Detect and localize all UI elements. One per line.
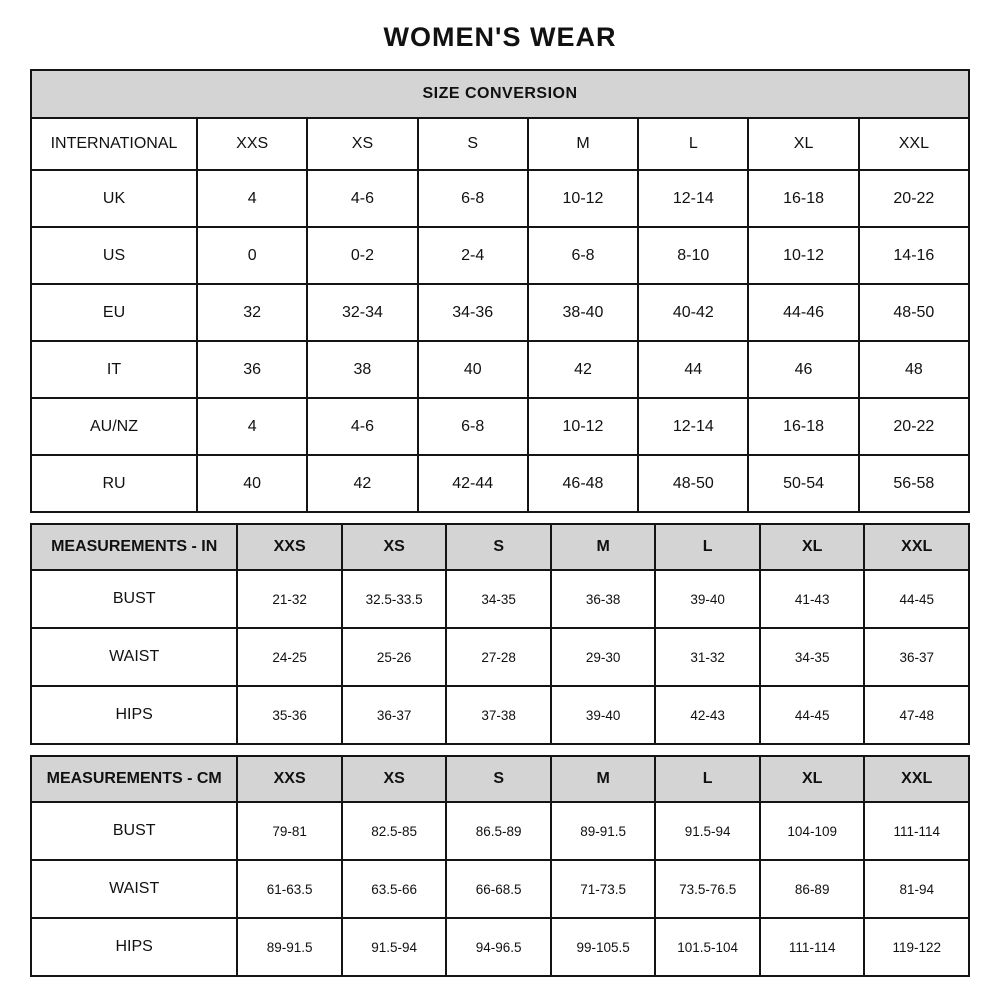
measurement-value-cell: 44-45 <box>864 570 969 628</box>
measurements-in-table <box>30 523 970 745</box>
table-row-aunz <box>31 398 969 455</box>
size-value-cell: 14-16 <box>859 227 969 284</box>
size-value-cell: 48-50 <box>859 284 969 341</box>
measurement-value-cell: 71-73.5 <box>551 860 656 918</box>
size-value-cell: 16-18 <box>748 170 858 227</box>
measurement-value-cell: 91.5-94 <box>655 802 760 860</box>
size-value-cell: 32 <box>197 284 307 341</box>
measurement-value-cell: 32.5-33.5 <box>342 570 447 628</box>
measurement-value-cell: 35-36 <box>237 686 342 744</box>
size-column-header: XXS <box>197 118 307 170</box>
region-label: EU <box>31 284 197 341</box>
measurement-value-cell: 79-81 <box>237 802 342 860</box>
measurement-value-cell: 63.5-66 <box>342 860 447 918</box>
measurement-label: WAIST <box>31 860 237 918</box>
measurement-value-cell: 44-45 <box>760 686 865 744</box>
size-value-cell: 8-10 <box>638 227 748 284</box>
size-column-header: L <box>638 118 748 170</box>
size-value-cell: 42 <box>528 341 638 398</box>
size-value-cell: 40 <box>418 341 528 398</box>
table-row-waist-cm <box>31 860 969 918</box>
size-value-cell: 12-14 <box>638 398 748 455</box>
size-value-cell: 48-50 <box>638 455 748 512</box>
measurement-label: BUST <box>31 570 237 628</box>
measurement-value-cell: 42-43 <box>655 686 760 744</box>
measurements-in-title: MEASUREMENTS - IN <box>31 524 237 570</box>
size-value-cell: 4 <box>197 398 307 455</box>
measurement-value-cell: 61-63.5 <box>237 860 342 918</box>
size-value-cell: 6-8 <box>528 227 638 284</box>
measurement-value-cell: 66-68.5 <box>446 860 551 918</box>
measurement-value-cell: 104-109 <box>760 802 865 860</box>
size-value-cell: 0-2 <box>307 227 417 284</box>
size-conversion-header-row <box>31 118 969 170</box>
measurement-value-cell: 36-37 <box>342 686 447 744</box>
size-value-cell: 46 <box>748 341 858 398</box>
table-row-us <box>31 227 969 284</box>
measurement-value-cell: 89-91.5 <box>237 918 342 976</box>
region-label: US <box>31 227 197 284</box>
measurement-value-cell: 119-122 <box>864 918 969 976</box>
size-column-header: XXL <box>864 756 969 802</box>
size-value-cell: 4 <box>197 170 307 227</box>
measurement-value-cell: 24-25 <box>237 628 342 686</box>
size-value-cell: 16-18 <box>748 398 858 455</box>
table-row-bust-cm <box>31 802 969 860</box>
measurement-value-cell: 25-26 <box>342 628 447 686</box>
measurement-label: HIPS <box>31 918 237 976</box>
measurements-in-header-row <box>31 524 969 570</box>
size-column-header: L <box>655 524 760 570</box>
measurement-value-cell: 39-40 <box>655 570 760 628</box>
size-value-cell: 0 <box>197 227 307 284</box>
size-value-cell: 42-44 <box>418 455 528 512</box>
size-value-cell: 44-46 <box>748 284 858 341</box>
measurement-label: WAIST <box>31 628 237 686</box>
size-column-header: XXS <box>237 756 342 802</box>
size-column-header: S <box>446 756 551 802</box>
region-label: IT <box>31 341 197 398</box>
size-value-cell: 40-42 <box>638 284 748 341</box>
size-column-header: S <box>418 118 528 170</box>
region-label: AU/NZ <box>31 398 197 455</box>
table-row-hips-in <box>31 686 969 744</box>
measurement-value-cell: 86-89 <box>760 860 865 918</box>
size-value-cell: 56-58 <box>859 455 969 512</box>
measurement-value-cell: 36-37 <box>864 628 969 686</box>
size-value-cell: 4-6 <box>307 398 417 455</box>
measurement-value-cell: 82.5-85 <box>342 802 447 860</box>
size-value-cell: 6-8 <box>418 170 528 227</box>
table-row-waist-in <box>31 628 969 686</box>
size-value-cell: 38 <box>307 341 417 398</box>
measurement-value-cell: 86.5-89 <box>446 802 551 860</box>
measurement-value-cell: 111-114 <box>760 918 865 976</box>
size-column-header: XXL <box>864 524 969 570</box>
size-column-header: XL <box>760 756 865 802</box>
size-value-cell: 46-48 <box>528 455 638 512</box>
region-label: UK <box>31 170 197 227</box>
measurements-cm-header-row <box>31 756 969 802</box>
size-value-cell: 32-34 <box>307 284 417 341</box>
table-row-bust-in <box>31 570 969 628</box>
measurement-value-cell: 81-94 <box>864 860 969 918</box>
table-row-it <box>31 341 969 398</box>
measurement-label: HIPS <box>31 686 237 744</box>
size-column-header: S <box>446 524 551 570</box>
measurement-value-cell: 34-35 <box>760 628 865 686</box>
measurement-value-cell: 73.5-76.5 <box>655 860 760 918</box>
international-column-header: INTERNATIONAL <box>31 118 197 170</box>
size-value-cell: 10-12 <box>748 227 858 284</box>
measurement-value-cell: 36-38 <box>551 570 656 628</box>
table-row-ru <box>31 455 969 512</box>
size-column-header: M <box>528 118 638 170</box>
measurement-value-cell: 47-48 <box>864 686 969 744</box>
size-column-header: XS <box>307 118 417 170</box>
size-column-header: XXS <box>237 524 342 570</box>
page-title: WOMEN'S WEAR <box>383 22 617 52</box>
measurement-value-cell: 29-30 <box>551 628 656 686</box>
region-label: RU <box>31 455 197 512</box>
measurement-value-cell: 31-32 <box>655 628 760 686</box>
size-value-cell: 38-40 <box>528 284 638 341</box>
measurement-value-cell: 27-28 <box>446 628 551 686</box>
size-value-cell: 36 <box>197 341 307 398</box>
size-conversion-table <box>30 69 970 513</box>
size-value-cell: 34-36 <box>418 284 528 341</box>
table-row-eu <box>31 284 969 341</box>
size-value-cell: 48 <box>859 341 969 398</box>
size-value-cell: 44 <box>638 341 748 398</box>
measurement-value-cell: 94-96.5 <box>446 918 551 976</box>
size-column-header: XL <box>760 524 865 570</box>
measurements-cm-title: MEASUREMENTS - CM <box>31 756 237 802</box>
size-value-cell: 20-22 <box>859 398 969 455</box>
measurement-value-cell: 21-32 <box>237 570 342 628</box>
size-value-cell: 4-6 <box>307 170 417 227</box>
table-row-uk <box>31 170 969 227</box>
size-value-cell: 42 <box>307 455 417 512</box>
size-column-header: M <box>551 524 656 570</box>
size-column-header: L <box>655 756 760 802</box>
measurement-value-cell: 34-35 <box>446 570 551 628</box>
size-value-cell: 50-54 <box>748 455 858 512</box>
size-value-cell: 2-4 <box>418 227 528 284</box>
measurement-value-cell: 99-105.5 <box>551 918 656 976</box>
size-column-header: XXL <box>859 118 969 170</box>
size-value-cell: 20-22 <box>859 170 969 227</box>
size-conversion-title: SIZE CONVERSION <box>31 70 969 118</box>
measurement-value-cell: 101.5-104 <box>655 918 760 976</box>
measurement-label: BUST <box>31 802 237 860</box>
measurement-value-cell: 111-114 <box>864 802 969 860</box>
size-value-cell: 10-12 <box>528 398 638 455</box>
size-column-header: M <box>551 756 656 802</box>
measurement-value-cell: 39-40 <box>551 686 656 744</box>
size-value-cell: 12-14 <box>638 170 748 227</box>
size-column-header: XS <box>342 756 447 802</box>
measurement-value-cell: 41-43 <box>760 570 865 628</box>
size-column-header: XL <box>748 118 858 170</box>
size-value-cell: 40 <box>197 455 307 512</box>
measurement-value-cell: 89-91.5 <box>551 802 656 860</box>
size-value-cell: 10-12 <box>528 170 638 227</box>
size-column-header: XS <box>342 524 447 570</box>
measurements-cm-table <box>30 755 970 977</box>
measurement-value-cell: 91.5-94 <box>342 918 447 976</box>
table-row-hips-cm <box>31 918 969 976</box>
size-value-cell: 6-8 <box>418 398 528 455</box>
size-conversion-caption-row <box>31 70 969 118</box>
measurement-value-cell: 37-38 <box>446 686 551 744</box>
